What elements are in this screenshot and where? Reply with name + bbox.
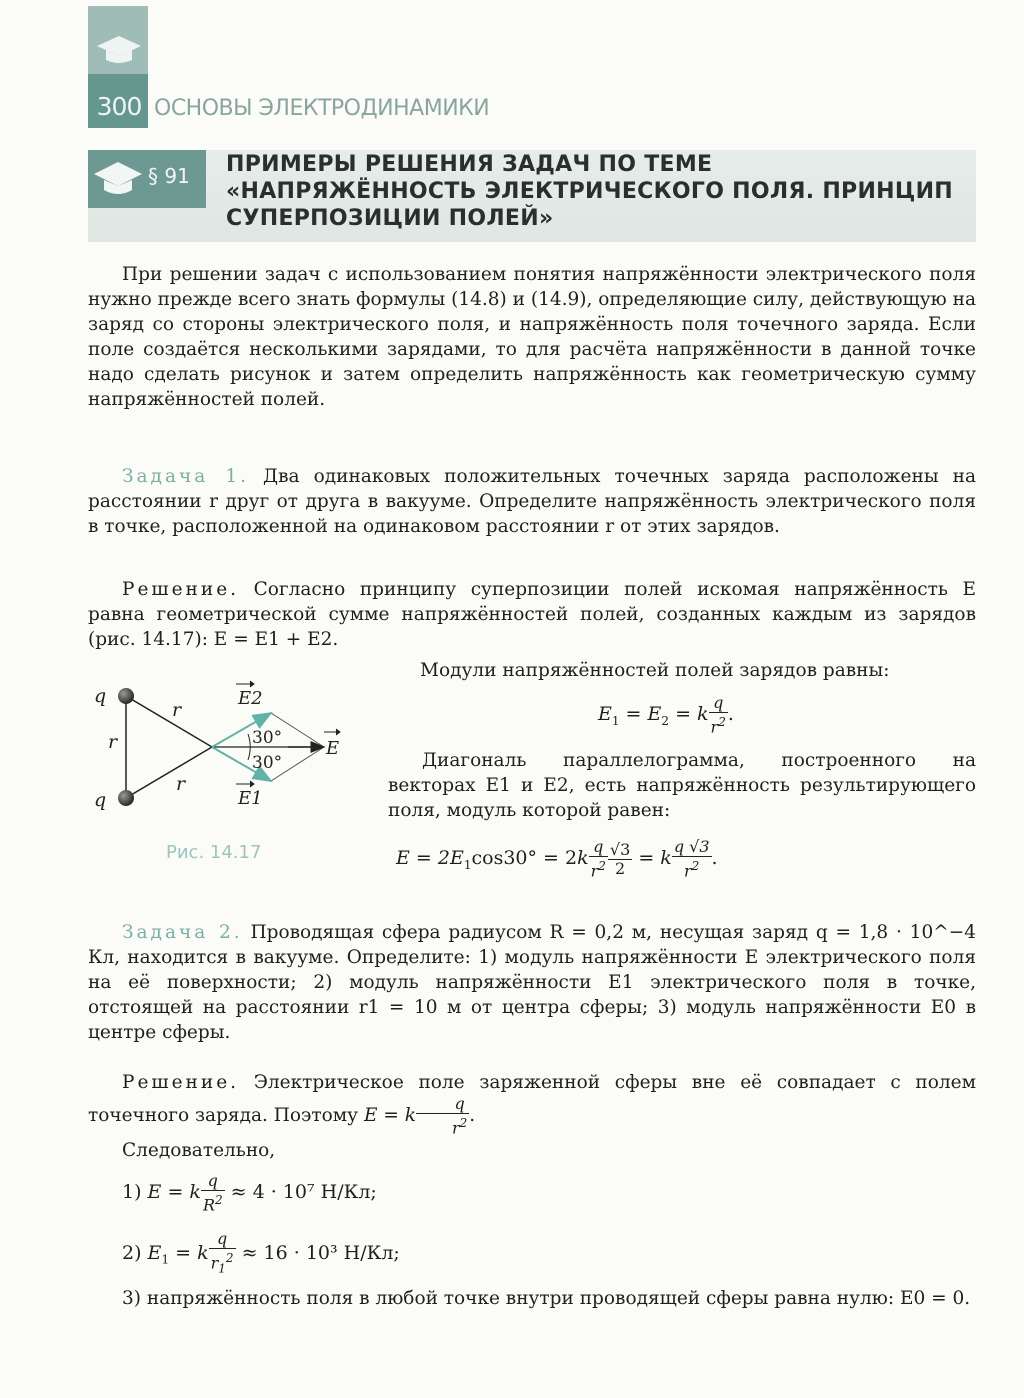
formula-result-e: $E = 2E_1\cos 30^\circ = 2k$ $\frac{q}{r^2}$ $\frac{√3}{2}$ = k $\frac{q √3}{r^2}$ . — [396, 837, 718, 881]
item1-value: ≈ 4 · 10⁷ Н/Кл; — [230, 1181, 377, 1204]
intro-paragraph: При решении задач с использованием понятия напряжённости электрического поля нужно прежде всего знать формулы (14.8) и (14.9), определяющие силу, действующую на заряд со стороны электрического поля, и напряжённость поля точечного заряда. Если поле создаётся несколькими зарядами, то для расчёта напряжённости в данной точке надо сделать рисунок и затем определить напряжённость как геометрическую сумму напряжённостей полей. — [88, 264, 976, 410]
task2-label: Задача 2. — [122, 922, 243, 943]
header-block — [88, 6, 148, 128]
task1-solution-label: Решение. — [122, 579, 240, 600]
item1-number: 1) — [122, 1181, 142, 1204]
item3-text: 3) напряжённость поля в любой точке внутри проводящей сферы равна нулю: E0 = 0. — [122, 1288, 971, 1309]
task2-solution — [88, 1070, 976, 1137]
item2-value: ≈ 16 · 10³ Н/Кл; — [241, 1241, 400, 1264]
task2-text: Проводящая сфера радиусом R = 0,2 м, несущая заряд q = 1,8 · 10^−4 Кл, находится в вакууме. Определите: 1) модуль напряжённости E электрического поля на её поверхности; 2) модуль напряжённости E1 электрического поля в точке, отстоящей на расстоянии r1 = 10 м от центра сферы; 3) модуль напряжённости E0 в центре сферы. — [88, 922, 976, 1043]
figure-14-17 — [88, 680, 358, 820]
task2-solution-label: Решение. — [122, 1072, 240, 1093]
formula-point-charge: E = k $\frac{q}{r^2}$ . — [363, 1094, 476, 1138]
vector-e2-label: E2 — [238, 688, 263, 709]
distance-label-top: r — [172, 699, 182, 721]
charge-label-bottom: q — [94, 789, 107, 811]
charge-label-top: q — [94, 685, 107, 707]
section-number: § 91 — [148, 164, 190, 188]
vector-e1-label: E1 — [238, 788, 263, 809]
page-number: 300 — [96, 92, 142, 121]
angle-label-bottom: 30° — [252, 753, 283, 773]
task2-solution-text: Электрическое поле заряженной сферы вне её совпадает с полем точечного заряда. Поэтому — [88, 1072, 976, 1127]
graduation-cap-icon — [92, 158, 144, 198]
angle-label-top: 30° — [252, 728, 283, 748]
figure-caption: Рис. 14.17 — [166, 842, 262, 863]
formula-e1-e2: $E_1 = E_2 = k$ $\frac{q}{r^2}$ . — [598, 693, 734, 737]
task1-solution — [88, 577, 976, 652]
task1-text: Два одинаковых положительных точечных заряда расположены на расстоянии r друг от друга в вакууме. Определите напряжённость электрического поля в точке, расположенной на одинаковом расстоянии r от этих зарядов. — [88, 466, 976, 537]
vector-e-label: E — [326, 738, 340, 759]
charge-top — [118, 688, 134, 704]
graduation-cap-icon — [96, 34, 142, 66]
charge-bottom — [118, 790, 134, 806]
distance-label-left: r — [108, 731, 118, 753]
section-title: ПРИМЕРЫ РЕШЕНИЯ ЗАДАЧ ПО ТЕМЕ «НАПРЯЖЁННОСТЬ ЭЛЕКТРИЧЕСКОГО ПОЛЯ. ПРИНЦИП СУПЕРПОЗИЦИИ ПОЛЕЙ» — [226, 152, 954, 231]
diagonal-text: Диагональ параллелограмма, построенного на векторах E1 и E2, есть напряжённость результирующего поля, модуль которой равен: — [388, 750, 976, 821]
distance-label-bottom: r — [176, 773, 186, 795]
task1-label: Задача 1. — [122, 466, 249, 487]
moduli-text: Модули напряжённостей полей зарядов равны: — [420, 660, 890, 681]
item2-number: 2) — [122, 1241, 142, 1264]
section-number-box — [88, 150, 206, 208]
consequently-text: Следовательно, — [122, 1140, 276, 1161]
task1-paragraph — [88, 464, 976, 539]
task1-solution-text: Согласно принципу суперпозиции полей искомая напряжённость E равна геометрической сумме напряжённостей полей, созданных каждым из зарядов (рис. 14.17): E = E1 + E2. — [88, 579, 976, 650]
formula-item2: 2) $E_1 = k$ $\frac{q}{r_1^2}$ ≈ 16 · 10³ Н/Кл; — [122, 1229, 400, 1276]
task2-paragraph — [88, 920, 976, 1045]
running-title: ОСНОВЫ ЭЛЕКТРОДИНАМИКИ — [154, 96, 490, 121]
formula-item1: 1) E = k $\frac{q}{R^2}$ ≈ 4 · 10⁷ Н/Кл; — [122, 1171, 377, 1215]
